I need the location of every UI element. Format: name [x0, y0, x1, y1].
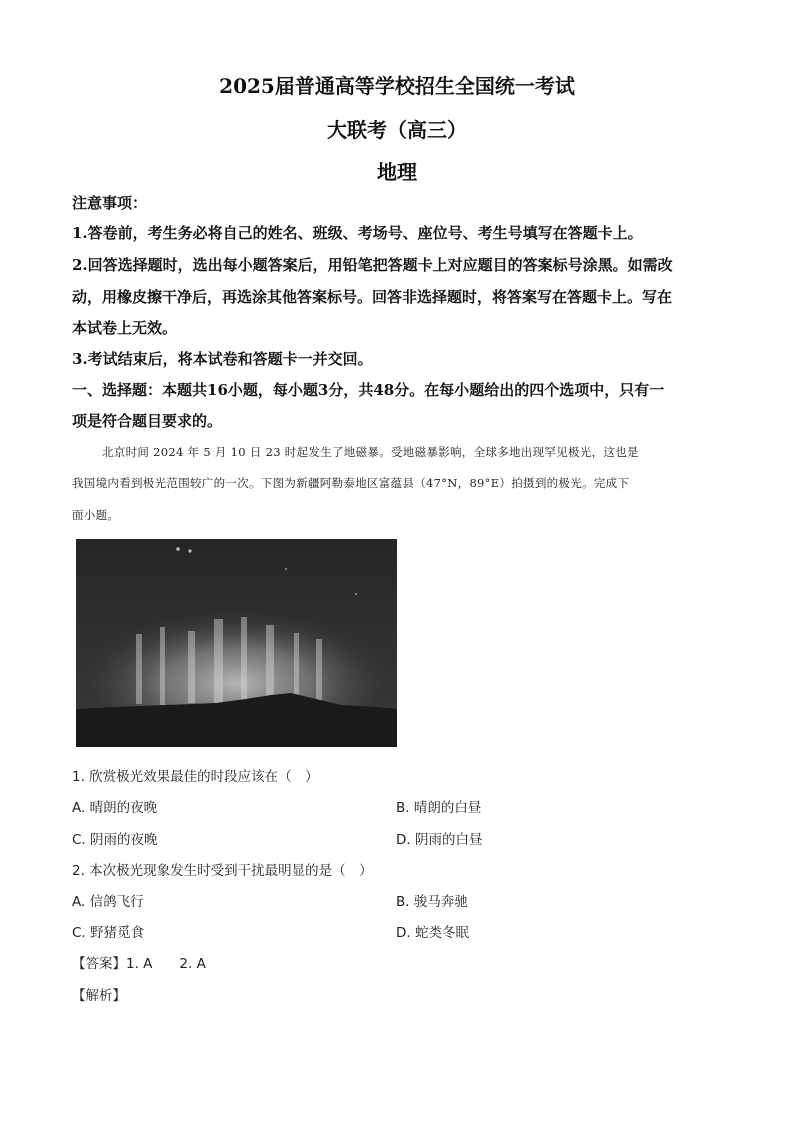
notice-item-2-line-3: 本试卷上无效。 — [72, 319, 178, 337]
section-instruction-line-1: 一、选择题：本题共16小题，每小题3分，共48分。在每小题给出的四个选项中，只有一 — [72, 381, 665, 399]
question-1-option-d[interactable]: D. 阴雨的白昼 — [396, 832, 483, 848]
question-2-option-b[interactable]: B. 骏马奔驰 — [396, 894, 468, 910]
question-1-option-c[interactable]: C. 阴雨的夜晚 — [72, 832, 158, 848]
passage-line-2: 我国境内看到极光范围较广的一次。下图为新疆阿勒泰地区富蕴县（47°N，89°E）拍摄到的极光。完成下 — [72, 476, 630, 490]
passage-line-1: 北京时间 2024 年 5 月 10 日 23 时起发生了地磁暴。受地磁暴影响，全球多地出现罕见极光，这也是 — [102, 445, 639, 459]
answer-text: 1. A 2. A — [126, 956, 206, 972]
section-instruction-line-2: 项是符合题目要求的。 — [72, 412, 223, 430]
exam-title: 2025届普通高等学校招生全国统一考试 — [219, 74, 575, 98]
subject-title: 地理 — [377, 160, 417, 184]
question-1-stem: 1. 欣赏极光效果最佳的时段应该在（ ） — [72, 769, 319, 785]
answer-line — [72, 952, 206, 972]
exam-subtitle: 大联考（高三） — [327, 118, 467, 142]
analysis-label: 【解析】 — [72, 988, 126, 1004]
passage-line-3: 面小题。 — [72, 508, 120, 522]
answer-label: 【答案】 — [72, 956, 126, 972]
question-2-stem: 2. 本次极光现象发生时受到干扰最明显的是（ ） — [72, 863, 373, 879]
notice-item-2-line-2: 动，用橡皮擦干净后，再选涂其他答案标号。回答非选择题时，将答案写在答题卡上。写在 — [72, 288, 673, 306]
notice-heading: 注意事项： — [72, 194, 148, 212]
question-1-option-b[interactable]: B. 晴朗的白昼 — [396, 800, 482, 816]
question-2-option-a[interactable]: A. 信鸽飞行 — [72, 894, 144, 910]
question-2-option-d[interactable]: D. 蛇类冬眠 — [396, 925, 469, 941]
question-1-option-a[interactable]: A. 晴朗的夜晚 — [72, 800, 158, 816]
notice-item-2-line-1: 2.回答选择题时，选出每小题答案后，用铅笔把答题卡上对应题目的答案标号涂黑。如需改 — [72, 256, 673, 274]
notice-item-1: 1.答卷前，考生务必将自己的姓名、班级、考场号、座位号、考生号填写在答题卡上。 — [72, 224, 643, 242]
question-2-option-c[interactable]: C. 野猪觅食 — [72, 925, 145, 941]
notice-item-3: 3.考试结束后，将本试卷和答题卡一并交回。 — [72, 350, 373, 368]
aurora-photo — [76, 539, 397, 747]
